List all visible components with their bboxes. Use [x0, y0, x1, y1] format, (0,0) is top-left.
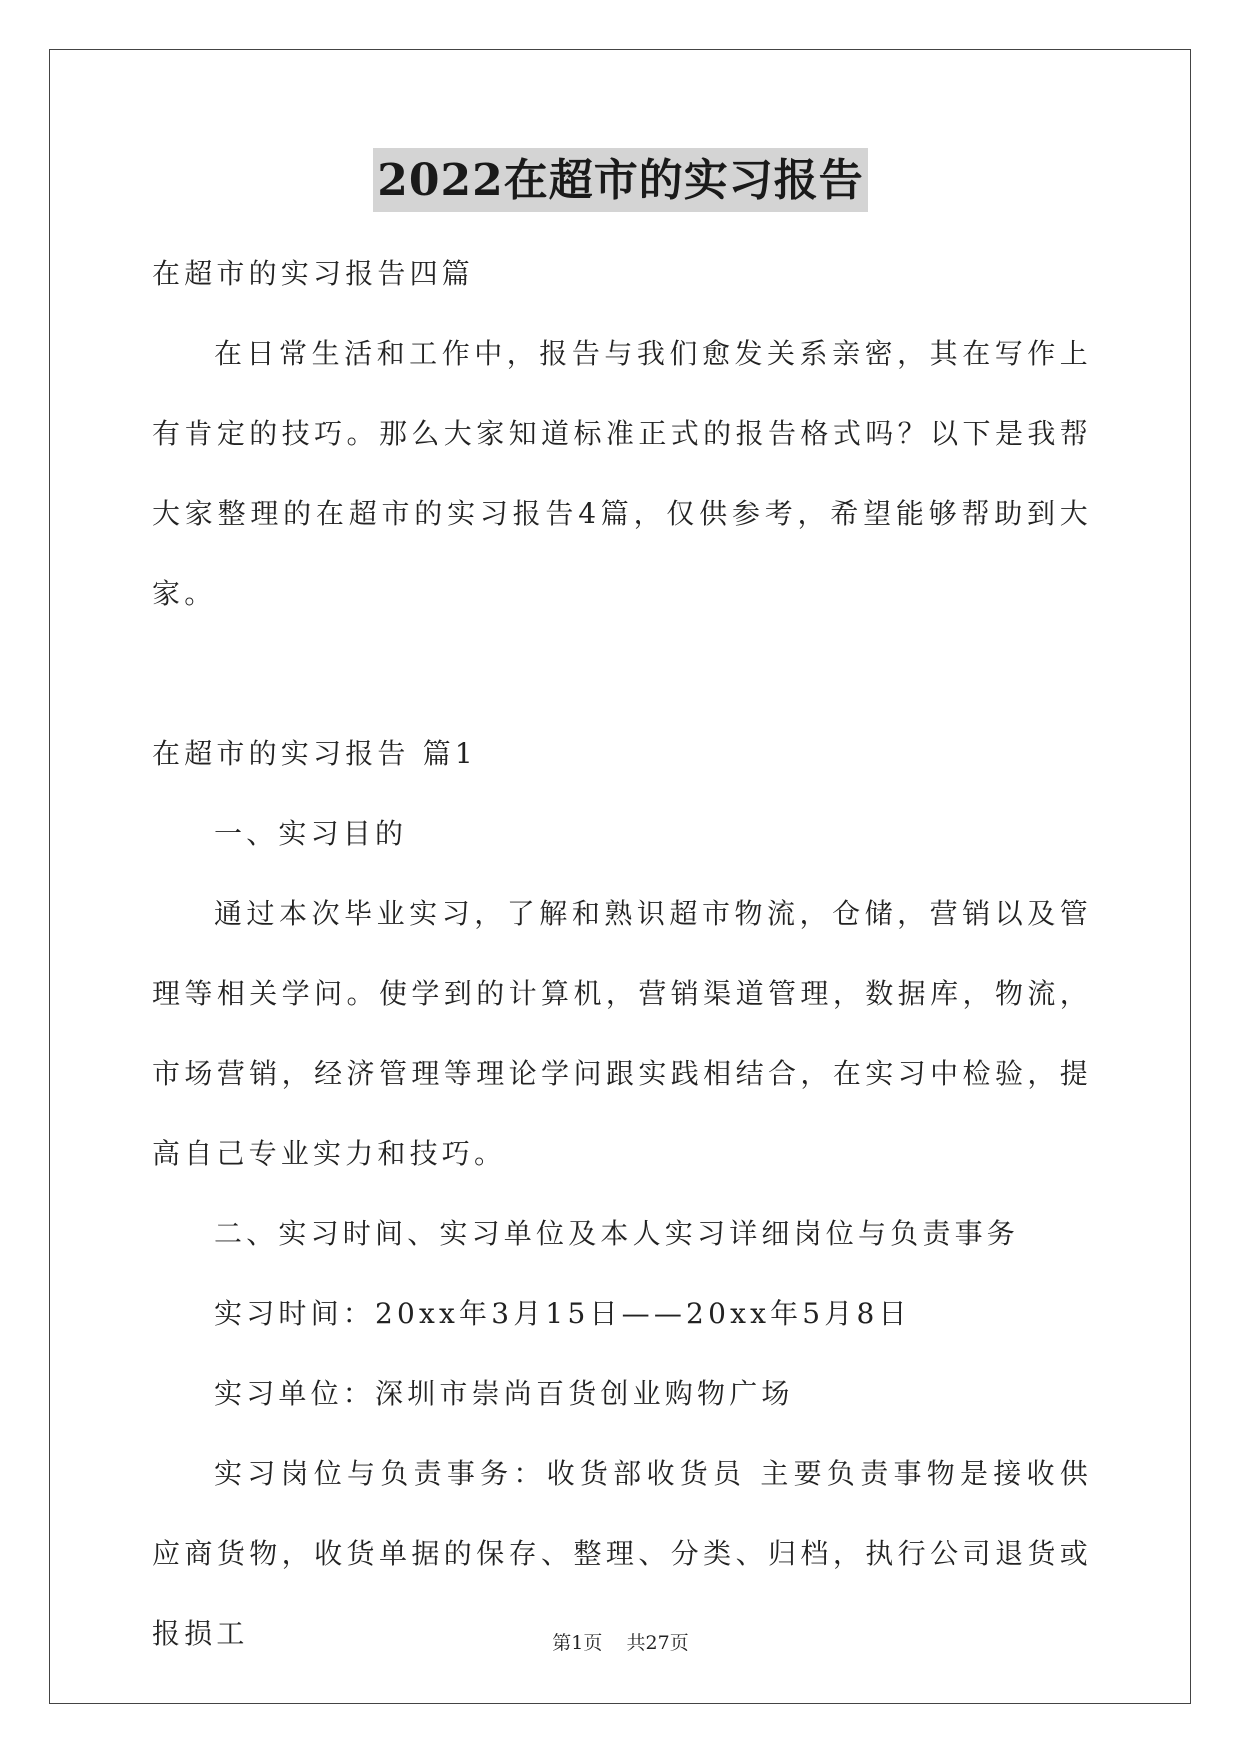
page-number: 第1页 — [552, 1632, 603, 1654]
internship-position: 实习岗位与负责事务：收货部收货员 主要负责事物是接收供应商货物，收货单据的保存、整理、分类、归档，执行公司退货或报损工 — [152, 1457, 1092, 1650]
heading-internship-details: 二、实习时间、实习单位及本人实习详细岗位与负责事务 — [214, 1217, 1020, 1250]
title-container — [0, 148, 1241, 212]
internship-unit: 实习单位：深圳市崇尚百货创业购物广场 — [214, 1377, 794, 1410]
internship-time: 实习时间：20xx年3月15日——20xx年5月8日 — [214, 1297, 911, 1330]
intro-paragraph: 在日常生活和工作中，报告与我们愈发关系亲密，其在写作上有肯定的技巧。那么大家知道标准正式的报告格式吗？以下是我帮大家整理的在超市的实习报告4篇，仅供参考，希望能够帮助到大家。 — [152, 337, 1092, 610]
purpose-paragraph: 通过本次毕业实习，了解和熟识超市物流，仓储，营销以及管理等相关学问。使学到的计算机，营销渠道管理，数据库，物流，市场营销，经济管理等理论学问跟实践相结合，在实习中检验，提高自己专业实力和技巧。 — [152, 897, 1092, 1170]
document-body — [152, 234, 1092, 1674]
total-pages: 共27页 — [626, 1632, 689, 1654]
heading-internship-purpose: 一、实习目的 — [214, 817, 408, 850]
section-heading: 在超市的实习报告 篇1 — [152, 737, 477, 770]
document-title: 2022在超市的实习报告 — [373, 148, 867, 212]
page-footer — [0, 1628, 1241, 1655]
subtitle: 在超市的实习报告四篇 — [152, 257, 475, 290]
